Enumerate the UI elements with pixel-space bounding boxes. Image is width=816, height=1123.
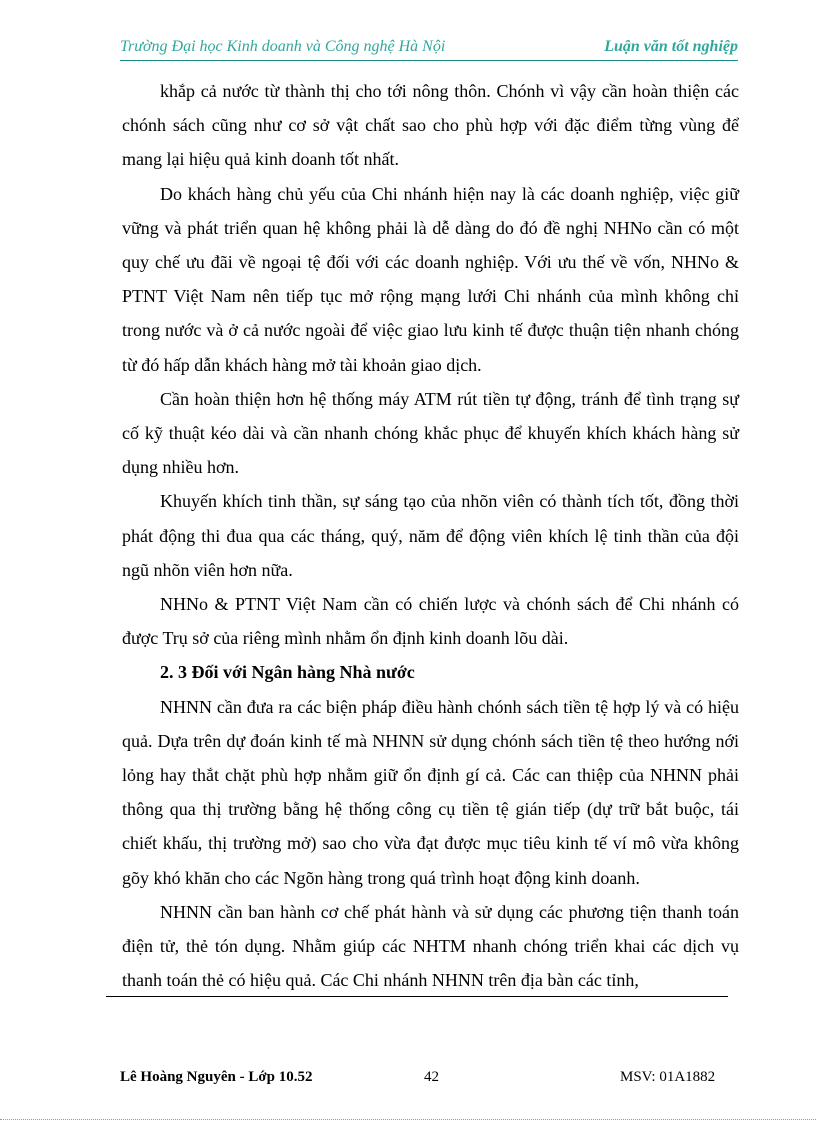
paragraph: Do khách hàng chủ yếu của Chi nhánh hiện nay là các doanh nghiệp, việc giữ vững và phát triển quan hệ không phải là dễ dàng do đó đề nghị NHNo cần có một quy chế ưu đãi về ngoại tệ đối với các doanh nghiệp. Với ưu thế về vốn, NHNo & PTNT Việt Nam nên tiếp tục mở rộng mạng lưới Chi nhánh của mình không chỉ trong nước và ở cả nước ngoài để việc giao lưu kinh tế được thuận tiện nhanh chóng từ đó hấp dẫn khách hàng mở tài khoản giao dịch. (122, 183, 739, 375)
page-body (122, 74, 739, 997)
paragraph: Cần hoàn thiện hơn hệ thống máy ATM rút tiền tự động, tránh để tình trạng sự cố kỹ thuật kéo dài và cần nhanh chóng khắc phục để khuyến khích khách hàng sử dụng nhiều hơn. (122, 388, 739, 478)
footer-student-id: MSV: 01A1882 (620, 1069, 716, 1085)
paragraph: NHNN cần đưa ra các biện pháp điều hành chónh sách tiền tệ hợp lý và có hiệu quả. Dựa trên dự đoán kinh tế mà NHNN sử dụng chónh sách tiền tệ theo hướng nới lỏng hay thắt chặt phù hợp nhằm giữ ổn định gí cả. Các can thiệp của NHNN phải thông qua thị trường bằng hệ thống công cụ tiền tệ gián tiếp (dự trữ bắt buộc, tái chiết khấu, thị trường mở) sao cho vừa đạt được mục tiêu kinh tế ví mô vừa không gõy khó khăn cho các Ngõn hàng trong quá trình hoạt động kinh doanh. (122, 696, 739, 888)
section-heading: 2. 3 Đối với Ngân hàng Nhà nước (160, 662, 415, 683)
paragraph: NHNo & PTNT Việt Nam cần có chiến lược và chónh sách để Chi nhánh có được Trụ sở của riêng mình nhằm ổn định kinh doanh lõu dài. (122, 594, 739, 649)
footer-author: Lê Hoàng Nguyên - Lớp 10.52 (120, 1069, 313, 1085)
page-number: 42 (424, 1069, 439, 1085)
paragraph: NHNN cần ban hành cơ chế phát hành và sử dụng các phương tiện thanh toán điện tử, thẻ tón dụng. Nhằm giúp các NHTM nhanh chóng triển khai các dịch vụ thanh toán thẻ có hiệu quả. Các Chi nhánh NHNN trên địa bàn các tỉnh, (122, 901, 739, 991)
page-header (120, 36, 738, 61)
footer-divider (106, 996, 728, 997)
page-bottom-border (0, 1119, 816, 1120)
header-document-type: Luận văn tốt nghiệp (604, 38, 738, 55)
paragraph: Khuyến khích tinh thần, sự sáng tạo của nhõn viên có thành tích tốt, đồng thời phát động thi đua qua các tháng, quý, năm để động viên khích lệ tinh thần của đội ngũ nhõn viên hơn nữa. (122, 491, 739, 580)
header-school-name: Trường Đại học Kinh doanh và Công nghệ Hà Nội (120, 38, 446, 55)
paragraph: khắp cả nước từ thành thị cho tới nông thôn. Chónh vì vậy cần hoàn thiện các chónh sách cũng như cơ sở vật chất sao cho phù hợp với đặc điểm từng vùng để mang lại hiệu quả kinh doanh tốt nhất. (122, 81, 739, 170)
